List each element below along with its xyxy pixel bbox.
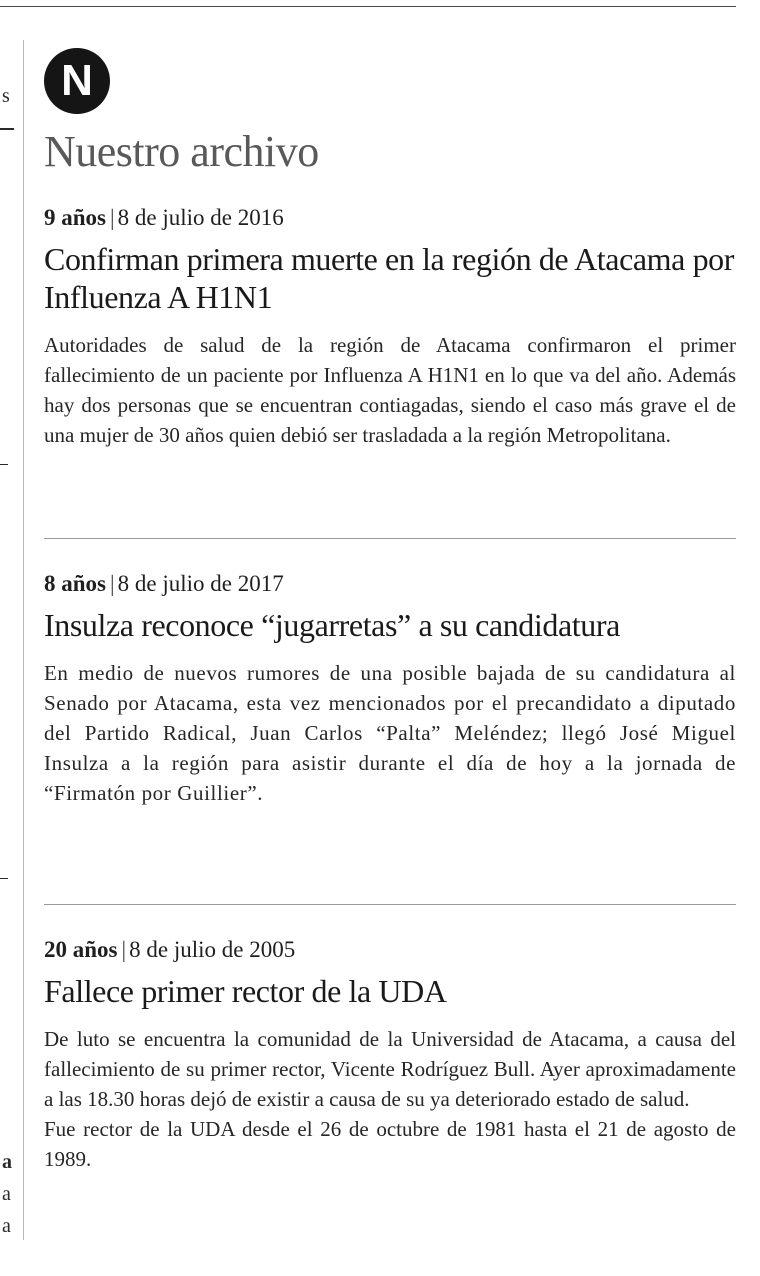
meta-separator: | [110, 571, 115, 596]
entry-body [44, 1024, 736, 1174]
adjacent-column-fragment: s [2, 85, 10, 107]
years-ago: 20 años [44, 937, 118, 962]
newspaper-logo-badge: N [44, 48, 110, 114]
entry-date: 8 de julio de 2017 [117, 571, 284, 596]
adjacent-column-fragment: a [2, 1215, 11, 1237]
entry-body [44, 658, 736, 808]
top-rule [0, 6, 736, 7]
years-ago: 9 años [44, 205, 106, 230]
entry-paragraph: De luto se encuentra la comunidad de la Universidad de Atacama, a causa del fallecimiento de su primer rector, Vicente Rodríguez Bull. Ayer aproximadamente a las 18.30 horas dejó de existir a causa de su ya deteriorado estado de salud. [44, 1027, 736, 1111]
adjacent-column-rule [0, 128, 14, 130]
entry-headline: Confirman primera muerte en la región de Atacama por Influenza A H1N1 [44, 241, 735, 315]
adjacent-column-fragment: a [2, 1183, 11, 1205]
adjacent-column-rule [0, 878, 8, 879]
adjacent-column-rule [0, 464, 8, 465]
entry-date: 8 de julio de 2016 [117, 205, 284, 230]
entry-paragraph: Autoridades de salud de la región de Atacama confirmaron el primer fallecimiento de un paciente por Influenza A H1N1 en lo que va del año. Además hay dos personas que se encuentran contiagadas, siendo el caso más grave el de una mujer de 30 años quien debió ser trasladada a la región Metropolitana. [44, 333, 736, 447]
meta-separator: | [110, 205, 115, 230]
entry-headline: Fallece primer rector de la UDA [44, 973, 447, 1009]
adjacent-column-fragment: a [2, 1151, 12, 1173]
entry-body [44, 330, 736, 450]
archive-entry [44, 936, 736, 1174]
entry-meta [44, 204, 736, 232]
adjacent-column-edge [0, 0, 26, 1276]
years-ago: 8 años [44, 571, 106, 596]
section-title: Nuestro archivo [44, 127, 319, 176]
entry-paragraph: Fue rector de la UDA desde el 26 de octubre de 1981 hasta el 21 de agosto de 1989. [44, 1117, 736, 1171]
entry-meta [44, 570, 736, 598]
entry-divider [44, 904, 736, 905]
archive-entry [44, 204, 736, 450]
column-divider [23, 40, 24, 1240]
archive-entry [44, 570, 736, 808]
entry-date: 8 de julio de 2005 [129, 937, 296, 962]
entry-paragraph: En medio de nuevos rumores de una posible bajada de su candidatura al Senado por Atacama, esta vez mencionados por el precandidato a diputado del Partido Radical, Juan Carlos “Palta” Meléndez; llegó José Miguel Insulza a la región para asistir durante el día de hoy a la jornada de “Firmatón por Guillier”. [44, 661, 736, 805]
entry-headline: Insulza reconoce “jugarretas” a su candidatura [44, 607, 620, 643]
meta-separator: | [121, 937, 127, 962]
entry-meta [44, 936, 736, 964]
entry-divider [44, 538, 736, 539]
